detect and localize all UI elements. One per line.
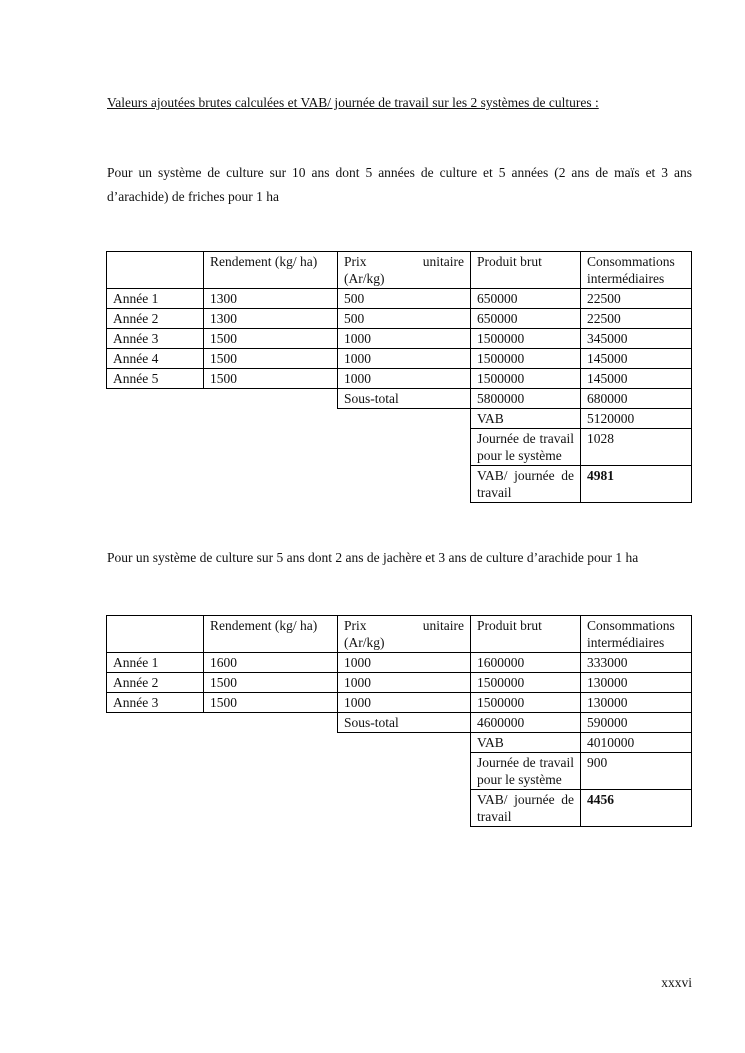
annee-cell: Année 3: [107, 693, 204, 713]
vab-row: [107, 733, 692, 753]
section1-intro: Pour un système de culture sur 10 ans dont 5 années de culture et 5 années (2 ans de maïs et 3 ans d’arachide) de friches pour 1 ha: [107, 165, 692, 204]
rendement-cell: 1500: [204, 349, 338, 369]
journee-label: Journée de travail pour le système: [471, 429, 581, 466]
vab-label: VAB: [471, 733, 581, 753]
annee-cell: Année 5: [107, 369, 204, 389]
table-row: [107, 329, 692, 349]
sous-total-row: [107, 713, 692, 733]
vab-row: [107, 409, 692, 429]
header-prix-unit: (Ar/kg): [344, 271, 385, 286]
produit-cell: 1500000: [471, 329, 581, 349]
journee-row: [107, 429, 692, 466]
table-row: [107, 349, 692, 369]
vab-journee-value: 4456: [581, 790, 692, 827]
vab-journee-value: 4981: [581, 466, 692, 503]
table-row: [107, 369, 692, 389]
table-row: [107, 309, 692, 329]
journee-value: 900: [581, 753, 692, 790]
prix-cell: 1000: [338, 673, 471, 693]
table-header-row: [107, 616, 692, 653]
conso-cell: 22500: [581, 309, 692, 329]
rendement-cell: 1500: [204, 369, 338, 389]
table-row: [107, 693, 692, 713]
blank-cell: [204, 790, 338, 827]
sous-total-row: [107, 389, 692, 409]
rendement-cell: 1500: [204, 693, 338, 713]
table-row: [107, 289, 692, 309]
table-system-5-years: [106, 615, 692, 827]
sous-total-conso: 590000: [581, 713, 692, 733]
header-produit: Produit brut: [471, 252, 581, 289]
produit-cell: 1500000: [471, 349, 581, 369]
annee-cell: Année 4: [107, 349, 204, 369]
table-header-row: [107, 252, 692, 289]
header-blank-cell: [107, 252, 204, 289]
blank-cell: [204, 409, 338, 429]
header-prix-unit: (Ar/kg): [344, 635, 385, 650]
blank-cell: [204, 753, 338, 790]
header-unitaire-word: unitaire: [422, 254, 464, 269]
blank-cell: [338, 429, 471, 466]
vab-journee-row: [107, 466, 692, 503]
header-rendement: Rendement (kg/ ha): [204, 616, 338, 653]
blank-cell: [338, 409, 471, 429]
rendement-cell: 1300: [204, 289, 338, 309]
table-row: [107, 653, 692, 673]
header-conso: Consommations intermédiaires: [581, 252, 692, 289]
produit-cell: 1500000: [471, 693, 581, 713]
produit-cell: 650000: [471, 289, 581, 309]
rendement-cell: 1300: [204, 309, 338, 329]
produit-cell: 1600000: [471, 653, 581, 673]
prix-cell: 500: [338, 309, 471, 329]
blank-cell: [338, 753, 471, 790]
journee-label: Journée de travail pour le système: [471, 753, 581, 790]
sous-total-produit: 5800000: [471, 389, 581, 409]
header-prix-word: Prix: [344, 618, 367, 633]
header-prix: [338, 252, 471, 289]
table-system-10-years: [106, 251, 692, 503]
header-blank-cell: [107, 616, 204, 653]
blank-cell: [107, 466, 204, 503]
header-produit: Produit brut: [471, 616, 581, 653]
rendement-cell: 1500: [204, 329, 338, 349]
annee-cell: Année 2: [107, 309, 204, 329]
sous-total-conso: 680000: [581, 389, 692, 409]
journee-value: 1028: [581, 429, 692, 466]
annee-cell: Année 2: [107, 673, 204, 693]
prix-cell: 500: [338, 289, 471, 309]
vab-value: 5120000: [581, 409, 692, 429]
blank-cell: [204, 713, 338, 733]
conso-cell: 22500: [581, 289, 692, 309]
blank-cell: [107, 409, 204, 429]
blank-cell: [107, 429, 204, 466]
blank-cell: [338, 790, 471, 827]
vab-journee-row: [107, 790, 692, 827]
produit-cell: 650000: [471, 309, 581, 329]
journee-row: [107, 753, 692, 790]
blank-cell: [338, 733, 471, 753]
vab-value: 4010000: [581, 733, 692, 753]
blank-cell: [107, 790, 204, 827]
page-heading: Valeurs ajoutées brutes calculées et VAB/ journée de travail sur les 2 systèmes de cultures :: [107, 95, 599, 110]
sous-total-produit: 4600000: [471, 713, 581, 733]
vab-journee-label: VAB/ journée de travail: [471, 790, 581, 827]
annee-cell: Année 3: [107, 329, 204, 349]
blank-cell: [204, 389, 338, 409]
header-unitaire-word: unitaire: [422, 618, 464, 633]
header-conso: Consommations intermédiaires: [581, 616, 692, 653]
prix-cell: 1000: [338, 349, 471, 369]
annee-cell: Année 1: [107, 289, 204, 309]
conso-cell: 145000: [581, 349, 692, 369]
rendement-cell: 1500: [204, 673, 338, 693]
conso-cell: 333000: [581, 653, 692, 673]
header-prix-word: Prix: [344, 254, 367, 269]
conso-cell: 145000: [581, 369, 692, 389]
conso-cell: 130000: [581, 673, 692, 693]
header-prix: [338, 616, 471, 653]
prix-cell: 1000: [338, 329, 471, 349]
header-rendement: Rendement (kg/ ha): [204, 252, 338, 289]
blank-cell: [204, 429, 338, 466]
vab-label: VAB: [471, 409, 581, 429]
blank-cell: [107, 733, 204, 753]
blank-cell: [107, 389, 204, 409]
section2-intro: Pour un système de culture sur 5 ans dont 2 ans de jachère et 3 ans de culture d’arachide pour 1 ha: [107, 550, 639, 565]
conso-cell: 345000: [581, 329, 692, 349]
conso-cell: 130000: [581, 693, 692, 713]
blank-cell: [204, 733, 338, 753]
blank-cell: [107, 753, 204, 790]
produit-cell: 1500000: [471, 673, 581, 693]
blank-cell: [204, 466, 338, 503]
prix-cell: 1000: [338, 653, 471, 673]
prix-cell: 1000: [338, 369, 471, 389]
page-number: xxxvi: [661, 975, 692, 990]
blank-cell: [107, 713, 204, 733]
table-row: [107, 673, 692, 693]
vab-journee-label: VAB/ journée de travail: [471, 466, 581, 503]
produit-cell: 1500000: [471, 369, 581, 389]
sous-total-label: Sous-total: [338, 389, 471, 409]
prix-cell: 1000: [338, 693, 471, 713]
blank-cell: [338, 466, 471, 503]
sous-total-label: Sous-total: [338, 713, 471, 733]
annee-cell: Année 1: [107, 653, 204, 673]
rendement-cell: 1600: [204, 653, 338, 673]
